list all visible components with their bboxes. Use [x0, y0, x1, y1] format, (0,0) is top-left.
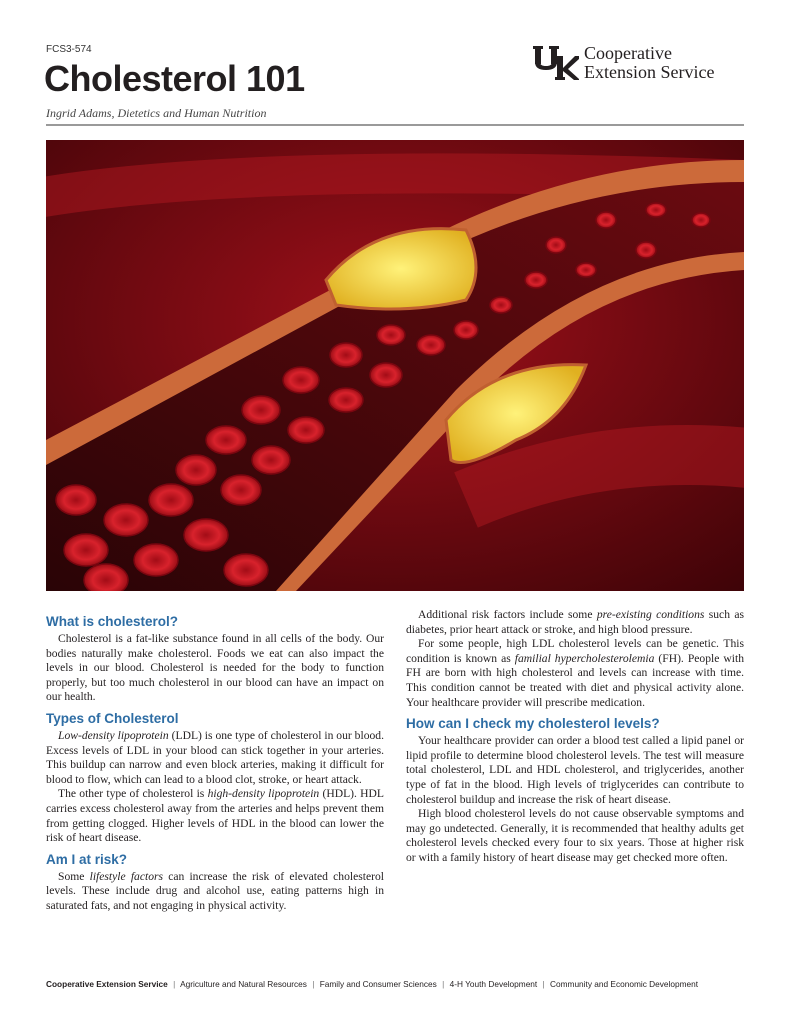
paragraph: For some people, high LDL cholesterol levels can be genetic. This condition is known as familial hypercholesterolemia (FH). People with FH are born with high cholesterol and levels can increase with time. This condition cannot be treated with diet and physical activity alone. Your healthcare provider will prescribe medication. — [406, 637, 744, 709]
author-line: Ingrid Adams, Dietetics and Human Nutrition — [46, 106, 267, 120]
paragraph: The other type of cholesterol is high-density lipoprotein (HDL). HDL carries excess cholesterol away from the arteries and helps prevent them from getting clogged. Higher levels of HDL in the blood can lower the risk of heart disease. — [46, 787, 385, 845]
logo-line-2: Extension Service — [584, 62, 715, 82]
right-column — [406, 608, 744, 866]
paragraph: Cholesterol is a fat-like substance found in all cells of the body. Our bodies naturally make cholesterol. Foods we eat can also impact the levels in our blood. Cholesterol is needed for the body to function properly, but too much cholesterol in our blood can have an impact on our health. — [46, 632, 384, 704]
term-ldl: Low-density lipoprotein — [58, 728, 169, 742]
term-familial-hypercholesterolemia: familial hypercholesterolemia — [514, 651, 655, 665]
term-lifestyle-factors: lifestyle factors — [89, 869, 164, 883]
footer-separator: | — [173, 979, 176, 989]
heading-am-i-at-risk: Am I at risk? — [46, 851, 128, 867]
footer-org: Cooperative Extension Service — [46, 979, 168, 989]
footer-item: Family and Consumer Sciences — [319, 979, 437, 989]
paragraph: Additional risk factors include some pre-existing conditions such as diabetes, prior heart attack or stroke, and high blood pressure. — [406, 608, 744, 636]
footer-item: Agriculture and Natural Resources — [180, 979, 307, 989]
footer-separator: | — [312, 979, 315, 989]
heading-types-of-cholesterol: Types of Cholesterol — [46, 710, 179, 726]
paragraph: Your healthcare provider can order a blood test called a lipid panel or lipid profile to determine blood cholesterol levels. The test will measure total cholesterol, LDL and HDL cholesterol, and triglycerides, another type of fat in the blood. High levels of triglycerides can contribute to cholesterol buildup and increase the risk of heart disease. — [406, 734, 744, 806]
page-title: Cholesterol 101 — [44, 58, 305, 99]
paragraph: Low-density lipoprotein (LDL) is one type of cholesterol in our blood. Excess levels of LDL in your blood can stick together in your arteries. This buildup can narrow and even block arteries, making it difficult for blood to flow, which can lead to a blood clot, stroke, or heart attack. — [46, 728, 384, 786]
left-column — [46, 608, 384, 914]
footer-separator: | — [542, 979, 545, 989]
heading-what-is-cholesterol: What is cholesterol? — [46, 614, 179, 629]
header-divider — [46, 124, 744, 126]
footer-separator: | — [442, 979, 445, 989]
term-hdl: high-density lipoprotein — [207, 787, 320, 801]
logo-line-1: Cooperative — [584, 43, 672, 63]
footer-item: Community and Economic Development — [550, 979, 699, 989]
footer-item: 4-H Youth Development — [449, 979, 538, 989]
term-pre-existing-conditions: pre-existing conditions — [596, 608, 705, 621]
footer — [46, 979, 746, 989]
paragraph: Some lifestyle factors can increase the risk of elevated cholesterol levels. These include drug and alcohol use, eating patterns high in saturated fats, and not engaging in physical activity. — [46, 869, 384, 912]
uk-monogram-icon — [533, 44, 579, 82]
artery-illustration — [46, 140, 744, 591]
uk-extension-logo — [533, 44, 714, 82]
paragraph: High blood cholesterol levels do not cause observable symptoms and may go undetected. Generally, it is recommended that healthy adults get cholesterol levels checked every four to six years. Those at higher risk or with a family history of heart disease may get checked more often. — [406, 807, 744, 864]
publication-code: FCS3-574 — [46, 44, 92, 55]
heading-how-check-levels: How can I check my cholesterol levels? — [406, 716, 660, 732]
